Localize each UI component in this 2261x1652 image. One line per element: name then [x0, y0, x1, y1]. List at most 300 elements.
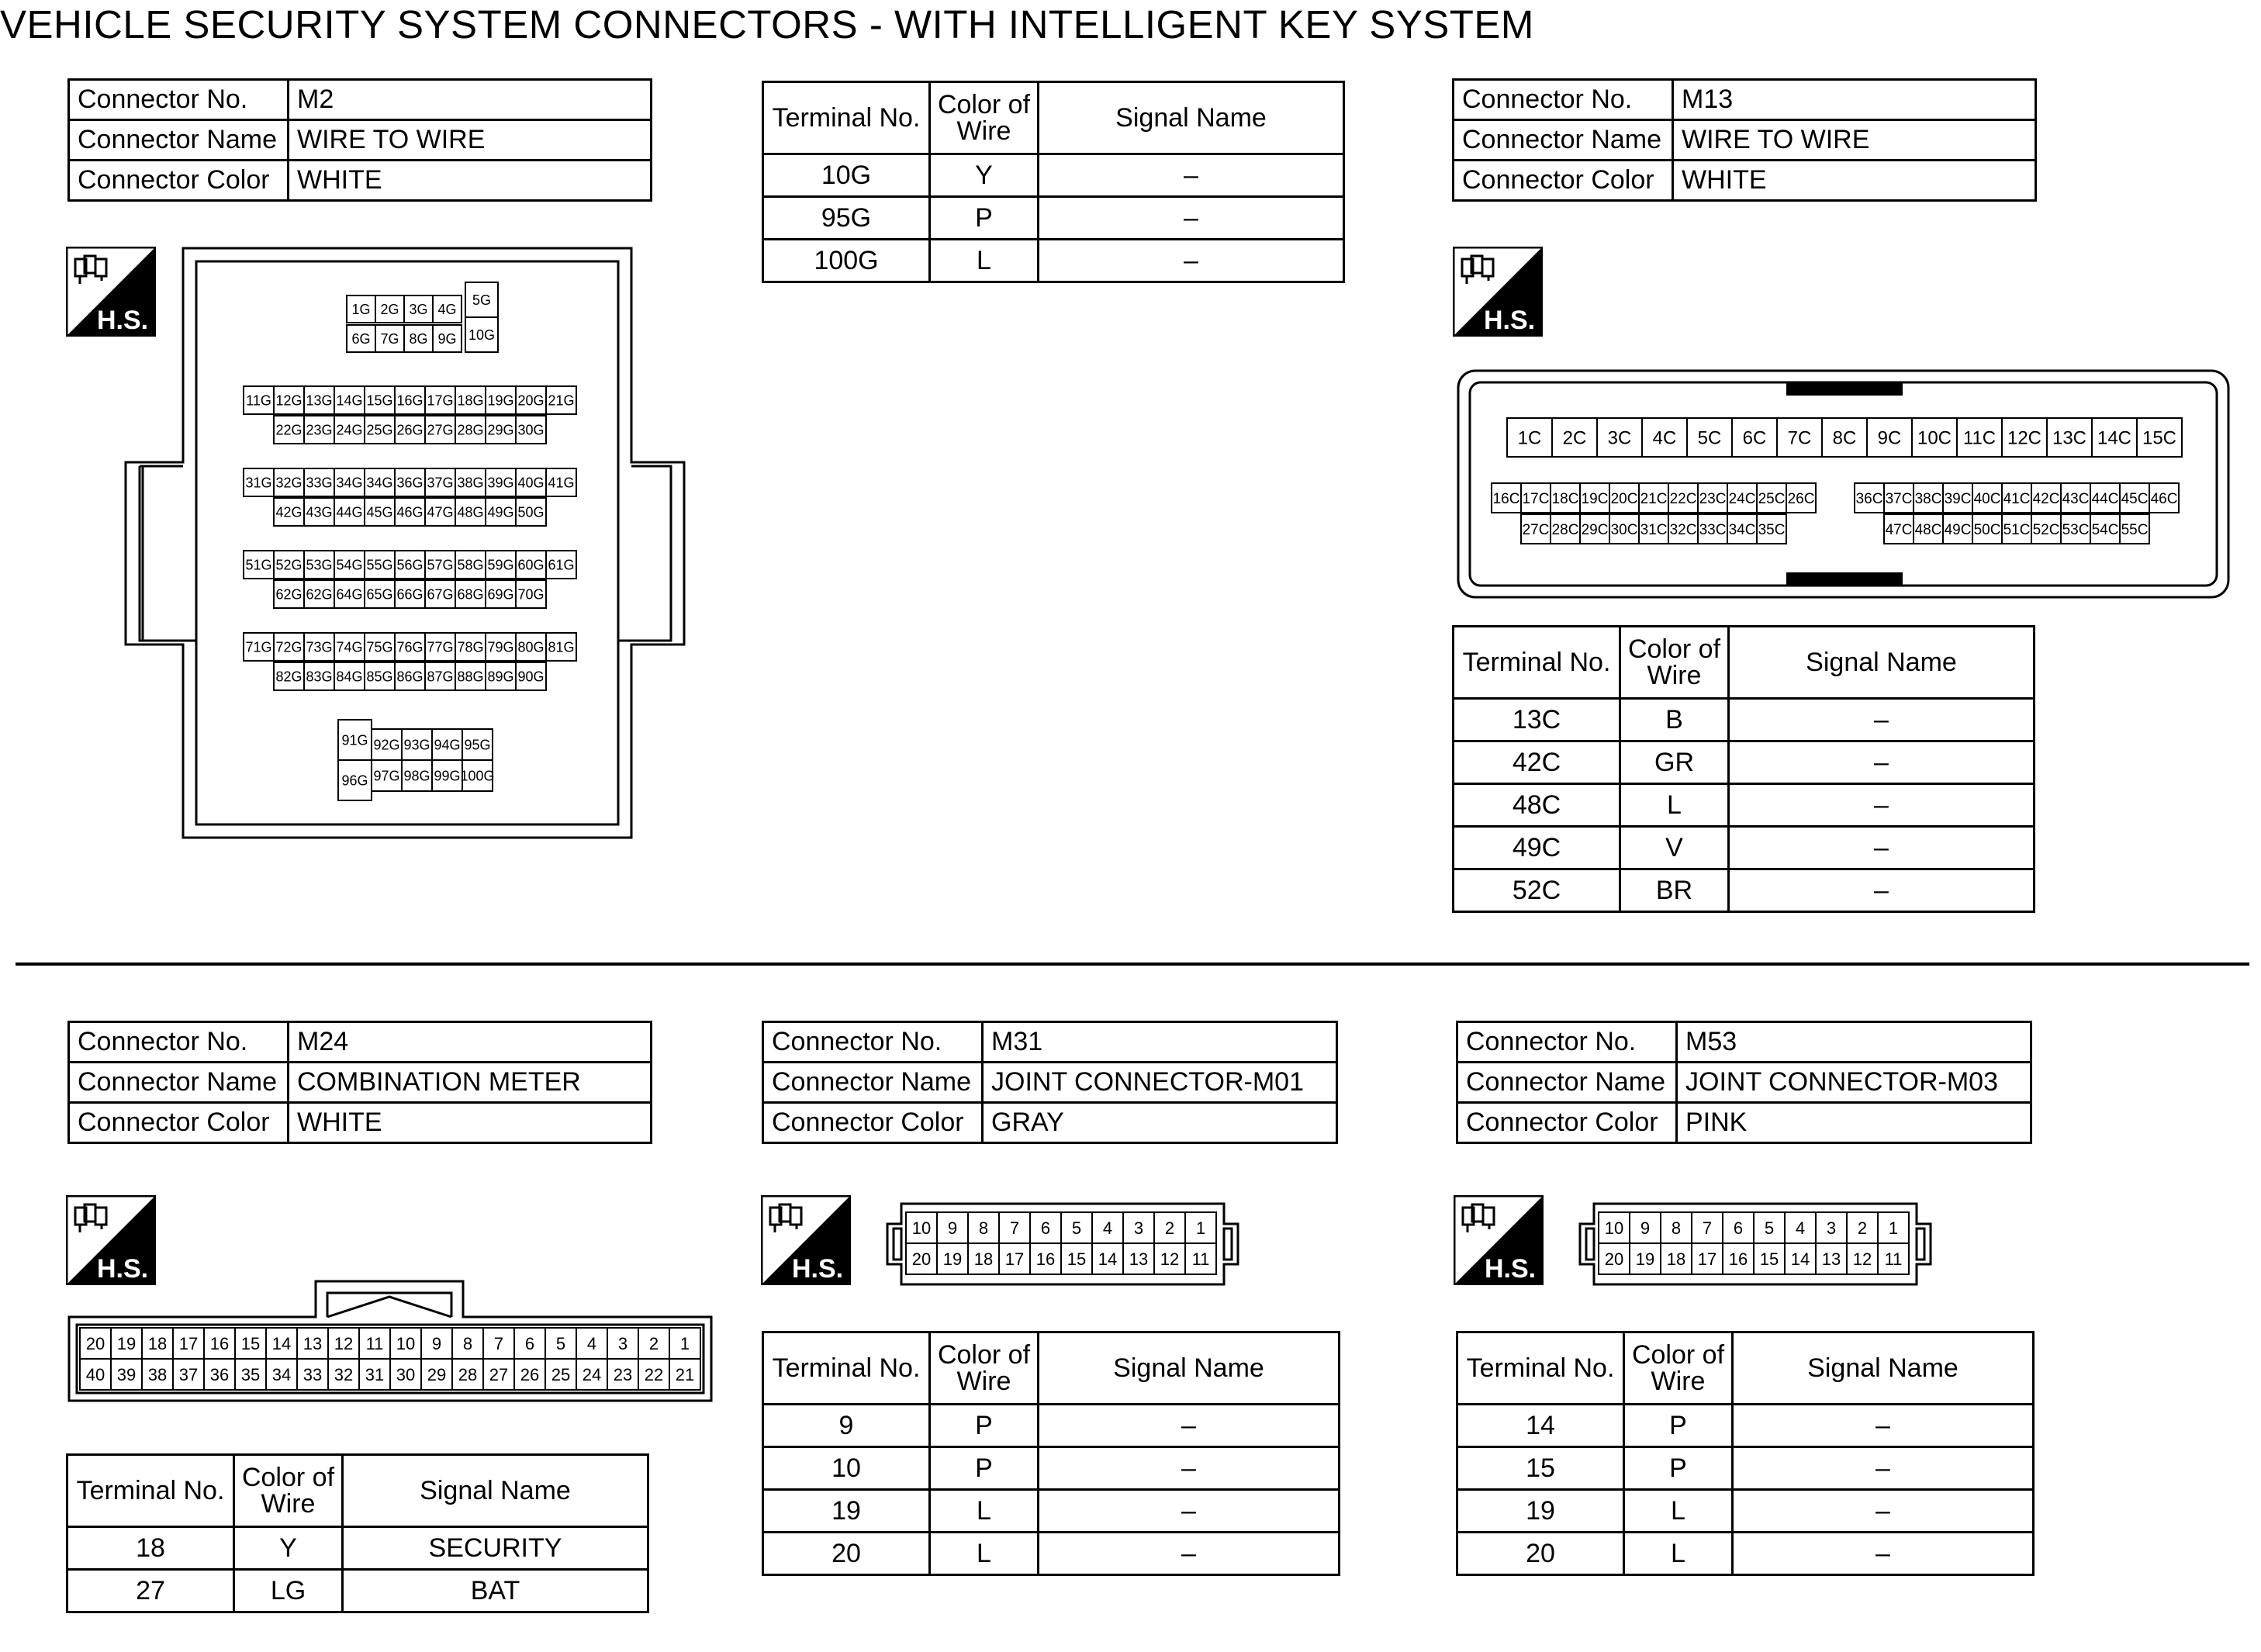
pin-label: 20	[1604, 1249, 1624, 1269]
pin-label: 34G	[366, 475, 393, 491]
pin-cell	[455, 633, 486, 661]
pin-label: 84G	[336, 669, 363, 685]
signal-name-cell: –	[1733, 1490, 2034, 1533]
pin-label: 19	[1635, 1249, 1655, 1269]
connector-name-label: Connector Name	[1454, 120, 1673, 161]
terminal-table-m53	[1456, 1331, 2035, 1576]
signal-name-header: Signal Name	[343, 1455, 648, 1527]
pin-cell	[1609, 483, 1639, 513]
pin-label: 9	[1640, 1218, 1651, 1238]
pin-label: 18C	[1551, 490, 1579, 507]
pin-label: 13	[1821, 1249, 1841, 1269]
wire-color-cell: Y	[930, 154, 1039, 197]
pin-cell	[173, 1359, 204, 1390]
connector-no-value: M31	[983, 1022, 1337, 1063]
pin-label: 70G	[517, 586, 545, 603]
pin-label: 12C	[2007, 427, 2042, 449]
pin-label: 46G	[396, 504, 424, 520]
pin-label: 32	[334, 1364, 354, 1384]
connector-name-value: JOINT CONNECTOR-M03	[1677, 1063, 2031, 1103]
pin-cell	[2090, 514, 2120, 544]
pin-label: 17G	[427, 392, 454, 409]
wire-color-cell: L	[930, 1490, 1039, 1533]
terminal-no-header: Terminal No.	[67, 1455, 234, 1527]
pin-cell	[1507, 418, 1552, 457]
pin-cell	[1551, 483, 1580, 513]
pin-label: 22G	[275, 422, 303, 438]
pin-label: 39G	[487, 475, 514, 491]
pin-label: 6G	[351, 330, 371, 347]
pin-cell	[304, 551, 334, 579]
pin-cell	[1847, 1212, 1878, 1243]
connector-name-label: Connector Name	[1457, 1063, 1677, 1103]
pin-cell	[1785, 1243, 1816, 1274]
pin-cell	[421, 1359, 452, 1390]
pin-label: 36	[209, 1364, 230, 1384]
pin-cell	[906, 1243, 937, 1274]
pin-cell	[1580, 483, 1609, 513]
table-row	[1454, 699, 2035, 741]
connector-color-value: GRAY	[983, 1103, 1337, 1143]
pin-cell	[2137, 418, 2182, 457]
pin-cell	[1912, 418, 1957, 457]
terminal-no-cell: 19	[763, 1490, 930, 1533]
pin-cell	[244, 633, 274, 661]
connector-name-value: JOINT CONNECTOR-M01	[983, 1063, 1337, 1103]
pin-label: 2	[648, 1333, 659, 1353]
wire-color-cell: Y	[234, 1527, 343, 1570]
pin-label: 90G	[517, 669, 545, 685]
pin-label: 74G	[336, 639, 363, 655]
pin-cell	[334, 633, 365, 661]
pin-cell	[266, 1359, 297, 1390]
pin-cell	[2061, 514, 2090, 544]
pin-label: 95G	[464, 737, 491, 753]
pin-cell	[365, 386, 395, 414]
pin-cell	[1847, 1243, 1878, 1274]
pin-cell	[1061, 1243, 1092, 1274]
pin-cell	[486, 386, 516, 414]
connector-info-m31	[762, 1021, 1338, 1144]
pin-cell	[1786, 483, 1816, 513]
signal-name-cell: –	[1729, 784, 2035, 827]
wire-color-cell: P	[1624, 1447, 1733, 1490]
pin-label: 31C	[1640, 521, 1668, 538]
pin-cell	[516, 468, 546, 496]
pin-label: 51G	[245, 557, 272, 573]
pin-label: 28	[458, 1364, 478, 1384]
pin-label: 15C	[2142, 427, 2177, 449]
wire-color-cell: P	[930, 197, 1039, 240]
pin-cell	[274, 551, 304, 579]
terminal-table-m2	[762, 81, 1345, 283]
pin-cell	[375, 295, 404, 323]
pin-cell	[142, 1328, 173, 1359]
pin-label: 20	[85, 1333, 105, 1353]
connector-color-value: WHITE	[289, 161, 652, 201]
pin-cell	[486, 580, 516, 608]
pin-label: 75G	[366, 639, 393, 655]
pin-cell	[142, 1359, 173, 1390]
pin-cell	[1551, 514, 1580, 544]
hs-icon	[66, 1195, 156, 1285]
pin-label: 64G	[336, 586, 363, 603]
pin-cell	[999, 1243, 1030, 1274]
signal-name-cell: –	[1729, 869, 2035, 912]
pin-label: 52C	[2032, 521, 2060, 538]
pin-cell	[1785, 1212, 1816, 1243]
pin-label: 43C	[2062, 490, 2090, 507]
connector-color-value: WHITE	[1673, 161, 2036, 201]
pin-label: 13	[1129, 1249, 1149, 1269]
terminal-no-header: Terminal No.	[1454, 627, 1620, 699]
pin-label: 8C	[1832, 427, 1857, 449]
signal-name-cell: –	[1729, 741, 2035, 784]
pin-cell	[2120, 483, 2149, 513]
pin-label: 93G	[403, 737, 430, 753]
pin-label: 18	[1666, 1249, 1686, 1269]
wire-color-header: Color of Wire	[930, 82, 1039, 154]
pin-label: 8G	[409, 330, 428, 347]
pin-cell	[1123, 1243, 1154, 1274]
pin-cell	[486, 662, 516, 690]
pin-cell	[546, 468, 576, 496]
pin-label: 11	[365, 1333, 384, 1353]
pin-cell	[1630, 1243, 1661, 1274]
pin-cell	[395, 468, 425, 496]
pin-cell	[1030, 1212, 1061, 1243]
pin-cell	[1599, 1243, 1630, 1274]
terminal-no-cell: 18	[67, 1527, 234, 1570]
pin-label: 62G	[275, 586, 303, 603]
pin-label: 67G	[427, 586, 454, 603]
pin-label: 7	[1009, 1218, 1020, 1238]
pin-cell	[80, 1328, 111, 1359]
pin-label: 21G	[548, 392, 575, 409]
pin-label: 50C	[1973, 521, 2001, 538]
pin-label: 7	[1702, 1218, 1713, 1238]
pin-cell	[455, 551, 486, 579]
pin-cell	[404, 325, 433, 352]
pin-label: 38C	[1914, 490, 1942, 507]
connector-no-label: Connector No.	[69, 80, 289, 120]
pin-cell	[486, 551, 516, 579]
pin-label: 36C	[1855, 490, 1883, 507]
pin-cell	[404, 295, 433, 323]
pin-cell	[638, 1359, 669, 1390]
pin-label: 82G	[275, 669, 303, 685]
pin-label: 26G	[396, 422, 424, 438]
wire-color-cell: LG	[234, 1570, 343, 1612]
pin-cell	[486, 498, 516, 526]
pin-label: 19	[116, 1333, 137, 1353]
pin-cell	[1521, 483, 1551, 513]
pin-label: 34G	[336, 475, 363, 491]
pin-cell	[486, 416, 516, 444]
pin-label: 96G	[341, 772, 368, 789]
pin-cell	[1723, 1212, 1754, 1243]
pin-label: 1	[1888, 1218, 1899, 1238]
connector-face-m24	[67, 1280, 713, 1404]
terminal-no-header: Terminal No.	[763, 1332, 930, 1405]
pin-cell	[455, 580, 486, 608]
pin-label: 43G	[306, 504, 333, 520]
pin-cell	[274, 416, 304, 444]
pin-label: 30C	[1610, 521, 1638, 538]
pin-label: 20	[911, 1249, 932, 1269]
pin-label: 25	[551, 1364, 571, 1384]
pin-cell	[545, 1359, 576, 1390]
connector-color-label: Connector Color	[1457, 1103, 1677, 1143]
connector-name-label: Connector Name	[69, 120, 289, 161]
pin-cell	[304, 416, 334, 444]
pin-cell	[365, 416, 395, 444]
table-row	[763, 197, 1344, 240]
pin-cell	[483, 1328, 514, 1359]
pin-cell	[452, 1328, 483, 1359]
pin-cell	[244, 551, 274, 579]
pin-cell	[433, 325, 462, 352]
connector-no-value: M2	[289, 80, 652, 120]
pin-cell	[1692, 1243, 1723, 1274]
pin-cell	[425, 662, 455, 690]
pin-cell	[111, 1359, 142, 1390]
pin-label: 10	[1604, 1218, 1624, 1238]
pin-cell	[425, 633, 455, 661]
pin-cell	[425, 551, 455, 579]
pin-cell	[1884, 514, 1914, 544]
pin-cell	[390, 1359, 421, 1390]
pin-cell	[365, 498, 395, 526]
pin-cell	[395, 386, 425, 414]
pin-cell	[334, 468, 365, 496]
pin-cell	[235, 1328, 266, 1359]
pin-cell	[455, 468, 486, 496]
pin-cell	[365, 468, 395, 496]
pin-cell	[516, 551, 546, 579]
pin-label: 27	[489, 1364, 509, 1384]
terminal-no-cell: 95G	[763, 197, 930, 240]
pin-label: 27G	[427, 422, 454, 438]
pin-label: 21C	[1640, 490, 1668, 507]
pin-label: 40G	[517, 475, 545, 491]
pin-cell	[111, 1328, 142, 1359]
connector-info-m53	[1456, 1021, 2032, 1144]
pin-cell	[2002, 514, 2031, 544]
pin-cell	[1855, 483, 1884, 513]
pin-cell	[433, 295, 462, 323]
pin-label: 61G	[548, 557, 575, 573]
pin-label: 16	[209, 1333, 230, 1353]
pin-label: 19	[942, 1249, 963, 1269]
pin-label: 25G	[366, 422, 393, 438]
pin-label: 83G	[306, 669, 333, 685]
pin-cell	[1668, 483, 1698, 513]
pin-label: 15G	[366, 392, 393, 409]
connector-color-label: Connector Color	[763, 1103, 983, 1143]
pin-cell	[274, 498, 304, 526]
pin-cell	[274, 580, 304, 608]
wire-color-cell: V	[1620, 827, 1729, 869]
pin-label: 38	[147, 1364, 168, 1384]
pin-grid	[80, 1328, 700, 1390]
pin-cell	[304, 662, 334, 690]
terminal-no-cell: 48C	[1454, 784, 1620, 827]
pin-cell	[607, 1328, 638, 1359]
pin-cell	[1727, 514, 1757, 544]
wire-color-header: Color of Wire	[1620, 627, 1729, 699]
pin-label: 59G	[487, 557, 514, 573]
connector-face-m53	[1577, 1202, 1934, 1287]
connector-name-label: Connector Name	[69, 1063, 289, 1103]
pin-cell	[546, 551, 576, 579]
pin-label: 42G	[275, 504, 303, 520]
pin-cell	[204, 1359, 235, 1390]
pin-label: 12	[1852, 1249, 1872, 1269]
pin-label: 17	[178, 1333, 199, 1353]
pin-label: 22	[644, 1364, 664, 1384]
pin-label: 6	[1733, 1218, 1744, 1238]
wire-color-header: Color of Wire	[930, 1332, 1039, 1405]
pin-cell	[334, 580, 365, 608]
table-row	[763, 1405, 1340, 1447]
terminal-no-cell: 100G	[763, 240, 930, 282]
pin-cell	[2120, 514, 2149, 544]
pin-label: 4C	[1652, 427, 1677, 449]
connector-name-value: WIRE TO WIRE	[289, 120, 652, 161]
pin-label: 4	[586, 1333, 597, 1353]
pin-cell	[1668, 514, 1698, 544]
table-row	[67, 1570, 648, 1612]
pin-cell	[425, 386, 455, 414]
connector-color-value: WHITE	[289, 1103, 652, 1143]
pin-label: 1G	[351, 301, 371, 317]
pin-label: 56G	[396, 557, 424, 573]
pin-label: 4	[1795, 1218, 1806, 1238]
pin-label: 25C	[1758, 490, 1786, 507]
pin-cell	[1943, 514, 1972, 544]
pin-label: 23C	[1699, 490, 1727, 507]
wire-color-cell: L	[1620, 784, 1729, 827]
pin-cell	[1757, 514, 1786, 544]
pin-cell	[347, 325, 375, 352]
pin-label: 100G	[460, 768, 495, 784]
pin-label: 1	[1195, 1218, 1206, 1238]
pin-cell	[1878, 1212, 1909, 1243]
pin-label: 28G	[457, 422, 484, 438]
table-row	[763, 1490, 1340, 1533]
signal-name-cell: –	[1729, 827, 2035, 869]
pin-cell	[204, 1328, 235, 1359]
table-row	[763, 1533, 1340, 1575]
pin-label: 55G	[366, 557, 393, 573]
pin-label: 78G	[457, 639, 484, 655]
pin-label: 40	[85, 1364, 105, 1384]
pin-label: 9G	[437, 330, 457, 347]
pin-label: 18	[147, 1333, 168, 1353]
pin-cell	[906, 1212, 937, 1243]
pin-label: 7C	[1787, 427, 1812, 449]
pin-label: 48G	[457, 504, 484, 520]
pin-cell	[514, 1328, 545, 1359]
terminal-no-cell: 19	[1457, 1490, 1624, 1533]
pin-cell	[297, 1328, 328, 1359]
terminal-no-cell: 13C	[1454, 699, 1620, 741]
pin-label: 40C	[1973, 490, 2001, 507]
pin-label: 91G	[341, 732, 368, 748]
pin-cell	[483, 1359, 514, 1390]
pin-cell	[455, 386, 486, 414]
terminal-no-cell: 52C	[1454, 869, 1620, 912]
pin-cell	[2061, 483, 2090, 513]
pin-label: 29G	[487, 422, 514, 438]
pin-cell	[365, 633, 395, 661]
terminal-no-cell: 9	[763, 1405, 930, 1447]
pin-label: 20C	[1610, 490, 1638, 507]
pin-label: 79G	[487, 639, 514, 655]
pin-cell	[1692, 1212, 1723, 1243]
pin-label: 46C	[2150, 490, 2178, 507]
pin-cell	[669, 1359, 700, 1390]
pin-label: 2G	[380, 301, 399, 317]
pin-cell	[1732, 418, 1777, 457]
connector-info-m24	[67, 1021, 652, 1144]
pin-label: 14C	[2097, 427, 2132, 449]
pin-label: 18	[973, 1249, 994, 1269]
pin-label: 19G	[487, 392, 514, 409]
pin-cell	[328, 1328, 359, 1359]
pin-cell	[1521, 514, 1551, 544]
connector-no-value: M53	[1677, 1022, 2031, 1063]
hs-icon	[761, 1195, 851, 1285]
connector-face-m2	[124, 247, 686, 840]
pin-cell	[1698, 514, 1727, 544]
pin-cell	[1092, 1212, 1123, 1243]
pin-cell	[328, 1359, 359, 1390]
pin-cell	[173, 1328, 204, 1359]
pin-label: 41C	[2003, 490, 2031, 507]
pin-cell	[2002, 483, 2031, 513]
pin-cell	[1552, 418, 1597, 457]
pin-label: 41G	[548, 475, 575, 491]
wire-color-cell: B	[1620, 699, 1729, 741]
pin-label: 86G	[396, 669, 424, 685]
pin-label: 27C	[1522, 521, 1550, 538]
pin-label: 20G	[517, 392, 545, 409]
pin-cell	[1092, 1243, 1123, 1274]
pin-label: 12G	[275, 392, 303, 409]
pin-label: 17C	[1522, 490, 1550, 507]
pin-cell	[395, 580, 425, 608]
table-row	[1457, 1447, 2034, 1490]
signal-name-header: Signal Name	[1729, 627, 2035, 699]
pin-label: 7G	[380, 330, 399, 347]
pin-cell	[638, 1328, 669, 1359]
pin-label: 6	[1040, 1218, 1051, 1238]
pin-label: 98G	[403, 768, 430, 784]
pin-label: 37	[178, 1364, 199, 1384]
pin-cell	[402, 760, 432, 791]
terminal-no-cell: 14	[1457, 1405, 1624, 1447]
pin-label: 6C	[1742, 427, 1767, 449]
signal-name-cell: –	[1733, 1533, 2034, 1575]
hs-label: H.S.	[97, 1254, 149, 1284]
pin-cell	[1757, 483, 1786, 513]
pin-label: 3G	[409, 301, 428, 317]
terminal-no-header: Terminal No.	[763, 82, 930, 154]
pin-cell	[516, 498, 546, 526]
pin-label: 50G	[517, 504, 545, 520]
